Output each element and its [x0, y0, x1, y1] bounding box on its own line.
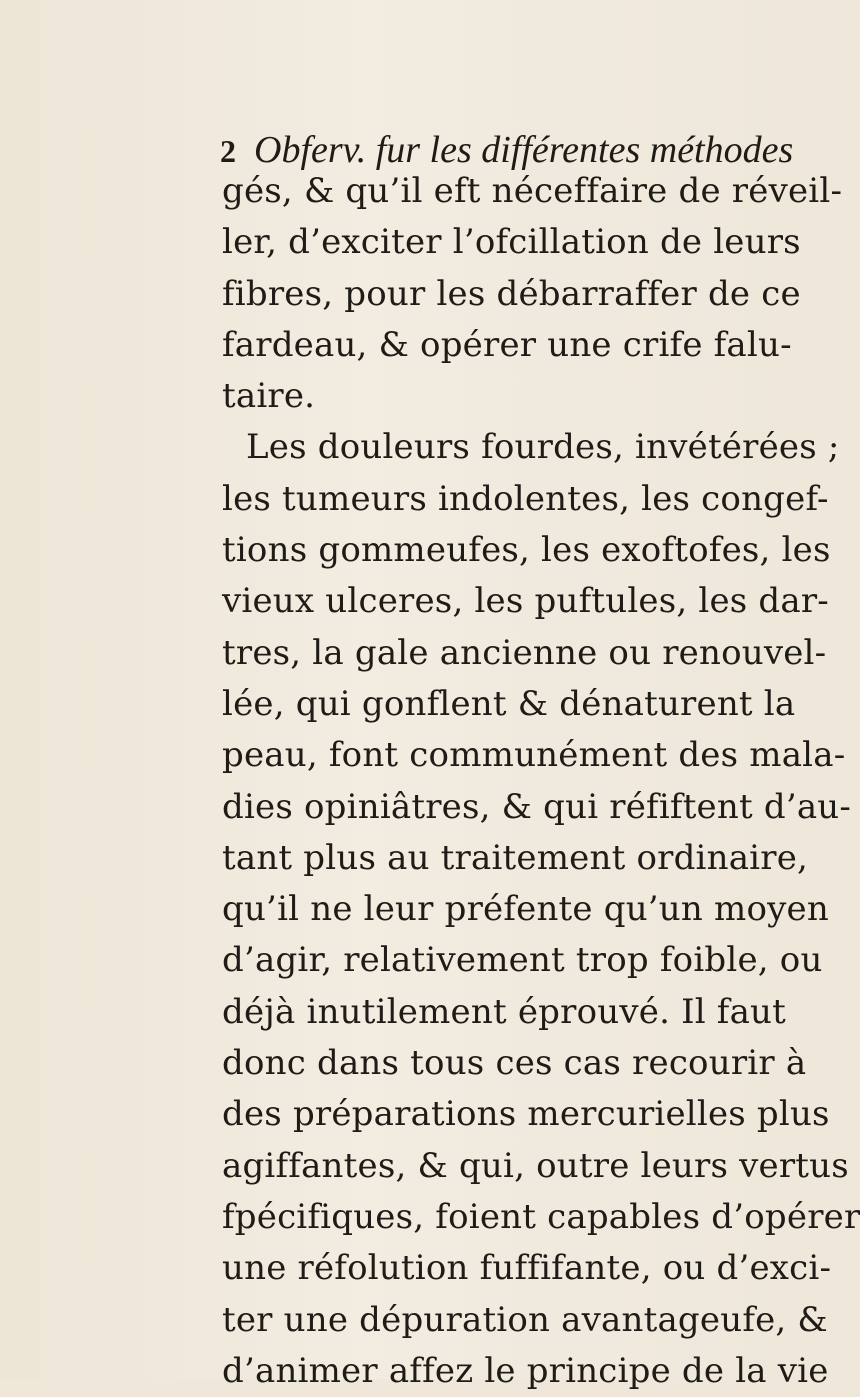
text-line: ter une dépuration avantageufe, & [222, 1299, 828, 1340]
text-line: tions gommeufes, les exoftofes, les [222, 530, 831, 571]
text-line: qu’il ne leur préfente qu’un moyen [222, 889, 829, 930]
text-line: vieux ulceres, les puftules, les dar- [222, 581, 829, 622]
text-line: d’agir, relativement trop foible, ou [222, 940, 823, 981]
text-line: donc dans tous ces cas recourir à [222, 1043, 807, 1084]
text-line: d’animer affez le principe de la vie [222, 1350, 829, 1391]
text-line: dies opiniâtres, & qui réfiftent d’au- [222, 786, 852, 827]
text-line: des préparations mercurielles plus [222, 1094, 830, 1135]
body-text [222, 166, 860, 1397]
text-line: tres, la gale ancienne ou renouvel- [222, 632, 827, 673]
text-line: Les douleurs fourdes, invétérées ; [246, 427, 840, 468]
text-line: agiffantes, & qui, outre leurs vertus [222, 1145, 849, 1186]
text-line: fpécifiques, foient capables d’opérer [222, 1196, 860, 1237]
text-line: ler, d’exciter l’ofcillation de leurs [222, 222, 801, 263]
running-head: Obferv. fur les différentes méthodes [254, 129, 794, 171]
text-line: peau, font communément des mala- [222, 735, 846, 776]
text-line: tant plus au traitement ordinaire, [222, 837, 809, 878]
page-number: 2 [220, 133, 236, 169]
text-line: lée, qui gonflent & dénaturent la [222, 683, 796, 724]
text-line: une réfolution fuffifante, ou d’exci- [222, 1248, 832, 1289]
text-line: déjà inutilement éprouvé. Il faut [222, 991, 787, 1032]
text-line: fibres, pour les débarraffer de ce [222, 273, 801, 314]
text-line: gés, & qu’il eft néceffaire de réveil- [222, 171, 843, 211]
text-line: les tumeurs indolentes, les congef- [222, 478, 829, 519]
text-line: taire. [222, 376, 316, 417]
text-line: fardeau, & opérer une crife falu- [222, 324, 792, 365]
